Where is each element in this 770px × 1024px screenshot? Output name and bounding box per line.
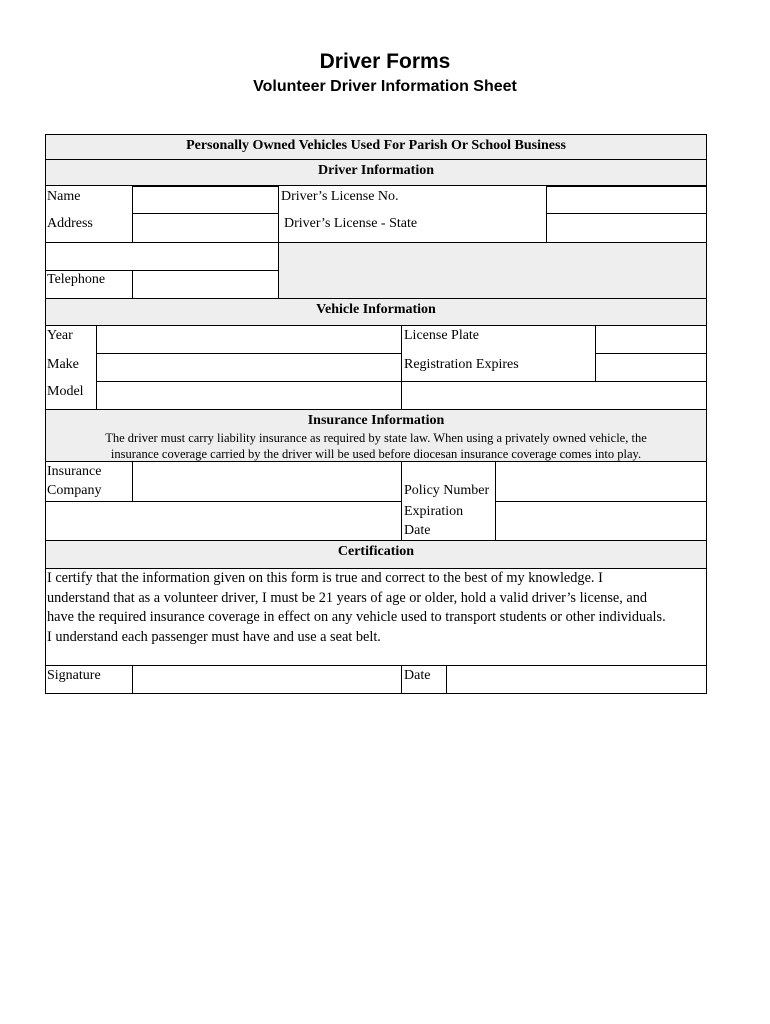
license-no-field[interactable] <box>546 186 707 214</box>
address-label: Address <box>47 216 93 231</box>
year-field[interactable] <box>96 325 402 354</box>
certification-line3: have the required insurance coverage in effect on any vehicle used to transport students or other individuals. <box>47 609 666 625</box>
form-heading-text: Personally Owned Vehicles Used For Parish Or School Business <box>186 138 566 153</box>
certification-line1: I certify that the information given on this form is true and correct to the best of my knowledge. I <box>47 570 603 586</box>
date-field[interactable] <box>446 665 707 694</box>
certification-section-header <box>45 540 707 569</box>
registration-field[interactable] <box>595 353 707 382</box>
insurance-company-label-2: Company <box>47 483 102 498</box>
make-label: Make <box>47 357 79 372</box>
certification-line2: understand that as a volunteer driver, I must be 21 years of age or older, hold a valid driver’s license, and <box>47 589 648 606</box>
driver-section-header <box>45 159 707 186</box>
address-field[interactable] <box>132 213 279 243</box>
policy-number-label: Policy Number <box>404 483 490 498</box>
certification-section-title: Certification <box>337 544 415 559</box>
license-state-field[interactable] <box>546 213 707 243</box>
page-title: Driver Forms <box>319 50 451 73</box>
expiration-label-1: Expiration <box>404 504 464 519</box>
insurance-company-field[interactable] <box>132 461 402 502</box>
form-heading <box>45 134 707 160</box>
license-plate-label: License Plate <box>404 328 480 343</box>
name-label: Name <box>47 189 81 204</box>
license-state-label: Driver’s License - State <box>284 216 418 231</box>
page-subtitle: Volunteer Driver Information Sheet <box>253 78 517 95</box>
driver-section-title: Driver Information <box>318 163 434 178</box>
insurance-note-line2: insurance coverage carried by the driver will be used before diocesan insurance coverage comes into play. <box>110 447 642 461</box>
signature-field[interactable] <box>132 665 402 694</box>
name-field[interactable] <box>132 186 279 214</box>
vehicle-section-header <box>45 298 707 326</box>
driver-filler-block <box>278 242 707 299</box>
certification-line4: I understand each passenger must have and use a seat belt. <box>47 628 381 645</box>
insurance-section-header <box>45 409 707 462</box>
model-field[interactable] <box>96 381 402 410</box>
insurance-company-label-1: Insurance <box>47 464 102 479</box>
policy-number-field[interactable] <box>495 461 707 502</box>
certification-text <box>45 568 707 666</box>
model-extra-field[interactable] <box>401 381 707 410</box>
model-label: Model <box>47 384 84 399</box>
date-label: Date <box>404 668 431 683</box>
signature-label: Signature <box>47 668 101 683</box>
address-line2-field[interactable] <box>45 242 279 271</box>
year-label: Year <box>47 328 73 343</box>
insurance-extra-field[interactable] <box>45 501 402 541</box>
telephone-field[interactable] <box>132 270 279 299</box>
registration-label: Registration Expires <box>404 357 519 372</box>
insurance-section-title: Insurance Information <box>307 413 445 428</box>
expiration-label-2: Date <box>404 523 431 538</box>
license-plate-field[interactable] <box>595 325 707 354</box>
vehicle-section-title: Vehicle Information <box>316 302 436 317</box>
license-no-label: Driver’s License No. <box>281 189 399 204</box>
make-field[interactable] <box>96 353 402 382</box>
insurance-note-line1: The driver must carry liability insurance as required by state law. When using a privately owned vehicle, the <box>105 431 647 445</box>
telephone-label: Telephone <box>47 272 106 287</box>
expiration-date-field[interactable] <box>495 501 707 541</box>
